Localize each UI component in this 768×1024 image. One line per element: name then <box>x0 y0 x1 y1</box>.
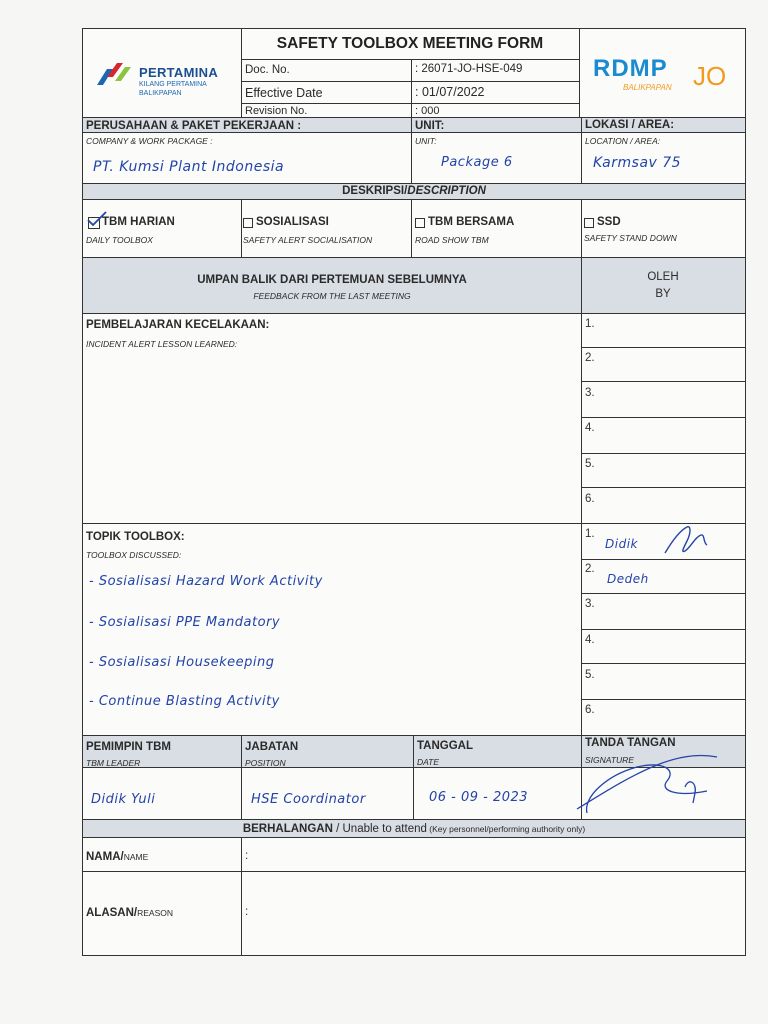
leader-signature-icon <box>567 747 727 817</box>
checkbox-icon <box>584 218 594 228</box>
lesson-num: 1. <box>585 318 595 330</box>
company-sub1: KILANG PERTAMINA <box>139 81 207 88</box>
option-sub: ROAD SHOW TBM <box>415 235 489 245</box>
company-name: PERTAMINA <box>139 65 219 80</box>
position-label: JABATAN <box>245 741 299 753</box>
company-sub2: BALIKPAPAN <box>139 90 182 97</box>
name-value-field[interactable]: : <box>245 850 249 862</box>
lesson-num: 6. <box>585 493 595 505</box>
revision-value: : 000 <box>415 105 440 117</box>
topic-num: 1. <box>585 528 595 540</box>
doc-no-value: : 26071-JO-HSE-049 <box>415 63 523 75</box>
company-value: PT. Kumsi Plant Indonesia <box>93 159 285 175</box>
location-sublabel: LOCATION / AREA: <box>585 136 661 146</box>
initials-signature-icon <box>661 523 711 559</box>
option-sosialisasi[interactable] <box>243 215 409 251</box>
location-value: Karmsav 75 <box>593 155 682 171</box>
option-sub: SAFETY STAND DOWN <box>584 233 677 243</box>
date-value: 06 - 09 - 2023 <box>429 790 529 805</box>
leader-value: Didik Yuli <box>91 792 156 807</box>
pertamina-mark-icon <box>93 59 133 89</box>
jo-text: JO <box>693 61 727 91</box>
reason-label: ALASAN/REASON <box>86 907 174 919</box>
lesson-num: 5. <box>585 458 595 470</box>
topic-item: - Sosialisasi Hazard Work Activity <box>89 574 323 589</box>
rdmp-text: RDMP <box>593 55 668 82</box>
revision-label: Revision No. <box>245 105 308 117</box>
date-label: TANGGAL <box>417 740 474 752</box>
position-value: HSE Coordinator <box>251 792 366 807</box>
unit-value: Package 6 <box>441 155 513 170</box>
feedback-subtitle: FEEDBACK FROM THE LAST MEETING <box>253 291 411 301</box>
location-label: LOKASI / AREA: <box>585 119 675 131</box>
name-label: NAMA/NAME <box>86 851 149 863</box>
toolbox-form <box>82 28 746 956</box>
topic-num: 4. <box>585 634 595 646</box>
feedback-title: UMPAN BALIK DARI PERTEMUAN SEBELUMNYA <box>197 274 467 286</box>
topic-sublabel: TOOLBOX DISCUSSED: <box>86 550 182 560</box>
form-title: SAFETY TOOLBOX MEETING FORM <box>276 35 544 52</box>
lesson-sublabel: INCIDENT ALERT LESSON LEARNED: <box>86 339 238 349</box>
lesson-label: PEMBELAJARAN KECELAKAAN: <box>86 319 270 331</box>
rdmp-jo-logo <box>589 51 739 101</box>
balikpapan-text: BALIKPAPAN <box>623 83 672 92</box>
topic-by-entry: Didik <box>605 537 638 551</box>
unit-label: UNIT: <box>415 120 445 132</box>
option-label: SOSIALISASI <box>256 216 329 228</box>
leader-label: PEMIMPIN TBM <box>86 741 171 753</box>
topic-item: - Continue Blasting Activity <box>89 694 280 709</box>
lesson-num: 4. <box>585 422 595 434</box>
unit-sublabel: UNIT: <box>415 136 437 146</box>
option-tbm-bersama[interactable] <box>415 215 579 251</box>
signature-label: TANDA TANGAN <box>585 737 676 749</box>
pertamina-logo <box>91 55 239 105</box>
position-sub: POSITION <box>245 758 286 768</box>
checkbox-icon <box>415 218 425 228</box>
topic-by-entry: Dedeh <box>607 572 649 586</box>
leader-sub: TBM LEADER <box>86 758 141 768</box>
option-label: SSD <box>597 216 621 228</box>
doc-no-label: Doc. No. <box>245 64 290 76</box>
topic-label: TOPIK TOOLBOX: <box>86 531 185 543</box>
effective-date-label: Effective Date <box>245 86 323 100</box>
topic-item: - Sosialisasi Housekeeping <box>89 655 275 670</box>
by-sub: BY <box>655 288 671 300</box>
date-sub: DATE <box>417 757 440 767</box>
option-label: TBM BERSAMA <box>428 216 515 228</box>
option-label: TBM HARIAN <box>102 216 175 228</box>
topic-num: 6. <box>585 704 595 716</box>
lesson-num: 2. <box>585 352 595 364</box>
topic-num: 5. <box>585 669 595 681</box>
effective-date-value: : 01/07/2022 <box>415 85 485 99</box>
company-label: PERUSAHAAN & PAKET PEKERJAAN : <box>86 120 302 132</box>
description-title: DESKRIPSI/DESCRIPTION <box>342 185 486 197</box>
option-ssd[interactable] <box>584 215 742 251</box>
option-sub: DAILY TOOLBOX <box>86 235 153 245</box>
lesson-num: 3. <box>585 387 595 399</box>
topic-item: - Sosialisasi PPE Mandatory <box>89 615 281 630</box>
reason-value-field[interactable]: : <box>245 906 249 918</box>
checkbox-icon <box>243 218 253 228</box>
signature-sub: SIGNATURE <box>585 755 634 765</box>
topic-num: 3. <box>585 598 595 610</box>
company-sublabel: COMPANY & WORK PACKAGE : <box>86 136 213 146</box>
absent-title: BERHALANGAN / Unable to attend (Key personnel/performing authority only) <box>242 823 586 835</box>
option-tbm-harian[interactable] <box>86 215 238 251</box>
topic-num: 2. <box>585 563 595 575</box>
by-label: OLEH <box>647 271 679 283</box>
option-sub: SAFETY ALERT SOCIALISATION <box>243 235 373 245</box>
